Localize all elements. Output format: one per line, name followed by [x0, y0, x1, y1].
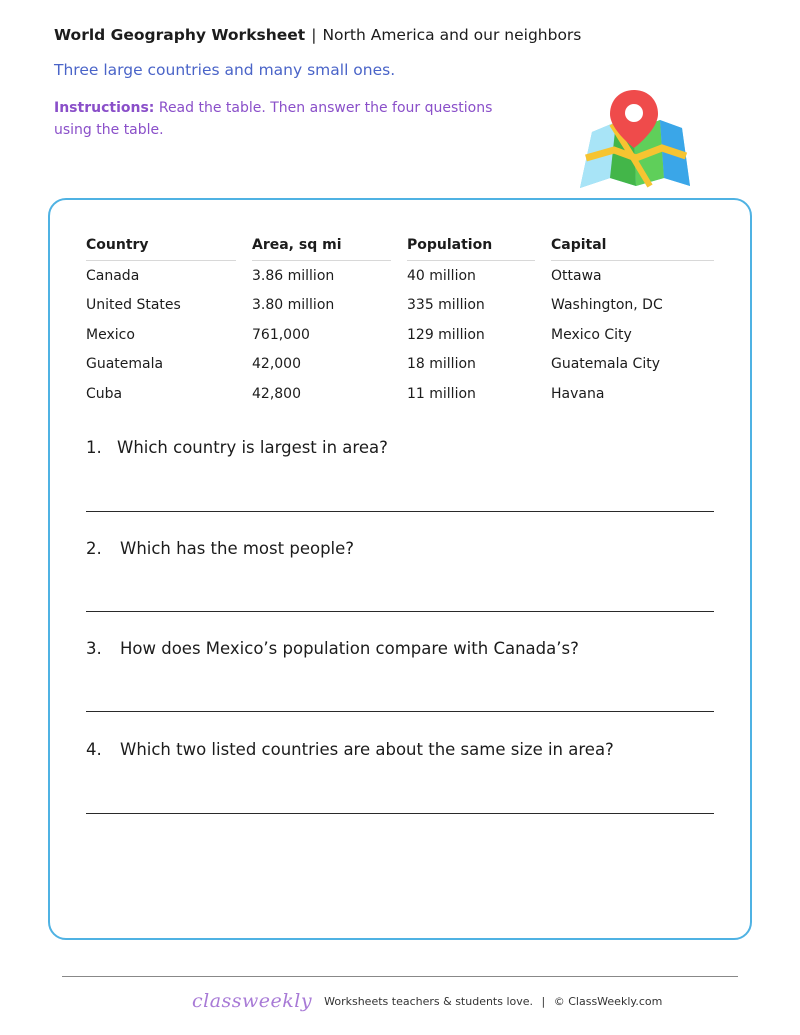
- table-cell: 18 million: [407, 356, 476, 373]
- worksheet-header: [54, 26, 581, 44]
- question-3: [86, 639, 714, 658]
- table-cell: Washington, DC: [551, 297, 663, 314]
- question-prompt: Which two listed countries are about the same size in area?: [120, 740, 614, 759]
- table-cell: 42,800: [252, 385, 301, 402]
- table-cell: 11 million: [407, 385, 476, 402]
- table-cell: Ottawa: [551, 267, 602, 284]
- table-cell: Cuba: [86, 385, 123, 402]
- question-prompt: Which country is largest in area?: [117, 438, 388, 457]
- question-text: [86, 639, 714, 658]
- column-header: Population: [407, 233, 551, 261]
- question-number: 2.: [86, 539, 102, 558]
- table-row: [86, 379, 714, 409]
- table-row: [86, 291, 714, 321]
- footer-divider: [62, 976, 738, 977]
- table-cell: Mexico City: [551, 326, 632, 343]
- question-text: [86, 539, 714, 558]
- answer-line-4[interactable]: [86, 813, 714, 814]
- worksheet-title: World Geography Worksheet: [54, 26, 306, 44]
- question-1: [86, 438, 714, 457]
- table-row: [86, 320, 714, 350]
- table-cell: United States: [86, 297, 181, 314]
- table-cell: 761,000: [252, 326, 310, 343]
- question-text: [86, 438, 714, 457]
- table-row: [86, 261, 714, 291]
- table-cell: Guatemala City: [551, 356, 660, 373]
- table-cell: 3.86 million: [252, 267, 335, 284]
- table-header-row: [86, 233, 714, 261]
- question-4: [86, 740, 714, 759]
- footer-copyright: © ClassWeekly.com: [553, 995, 663, 1008]
- column-header: Capital: [551, 233, 714, 261]
- footer-separator: |: [541, 995, 546, 1008]
- question-number: 4.: [86, 740, 102, 759]
- table-cell: 42,000: [252, 356, 301, 373]
- table-cell: 335 million: [407, 297, 485, 314]
- classweekly-logo: classweekly: [192, 990, 313, 1012]
- table-cell: Guatemala: [86, 356, 164, 373]
- footer: [192, 990, 662, 1012]
- question-number: 3.: [86, 639, 102, 658]
- question-number: 1.: [86, 438, 102, 457]
- column-header: Country: [86, 233, 252, 261]
- table-cell: 3.80 million: [252, 297, 335, 314]
- header-separator: |: [311, 26, 317, 44]
- map-pin-icon: [576, 86, 694, 190]
- instructions-text: Read the table. Then answer the four questions using the table.: [54, 100, 493, 138]
- question-2: [86, 539, 714, 558]
- table-cell: Havana: [551, 385, 605, 402]
- answer-line-3[interactable]: [86, 711, 714, 712]
- instructions: [54, 97, 534, 141]
- table-row: [86, 350, 714, 380]
- table-cell: Mexico: [86, 326, 135, 343]
- instructions-lead: Instructions:: [54, 100, 155, 116]
- table-cell: Canada: [86, 267, 140, 284]
- question-prompt: Which has the most people?: [120, 539, 355, 558]
- table-cell: 40 million: [407, 267, 476, 284]
- footer-tagline: Worksheets teachers & students love.: [324, 995, 534, 1008]
- column-header: Area, sq mi: [252, 233, 407, 261]
- worksheet-topic: North America and our neighbors: [322, 26, 582, 44]
- table-cell: 129 million: [407, 326, 485, 343]
- question-prompt: How does Mexico’s population compare with Canada’s?: [120, 639, 579, 658]
- answer-line-2[interactable]: [86, 611, 714, 612]
- worksheet-subtitle: Three large countries and many small ones.: [54, 61, 396, 79]
- question-text: [86, 740, 714, 759]
- country-table: [86, 233, 714, 409]
- answer-line-1[interactable]: [86, 511, 714, 512]
